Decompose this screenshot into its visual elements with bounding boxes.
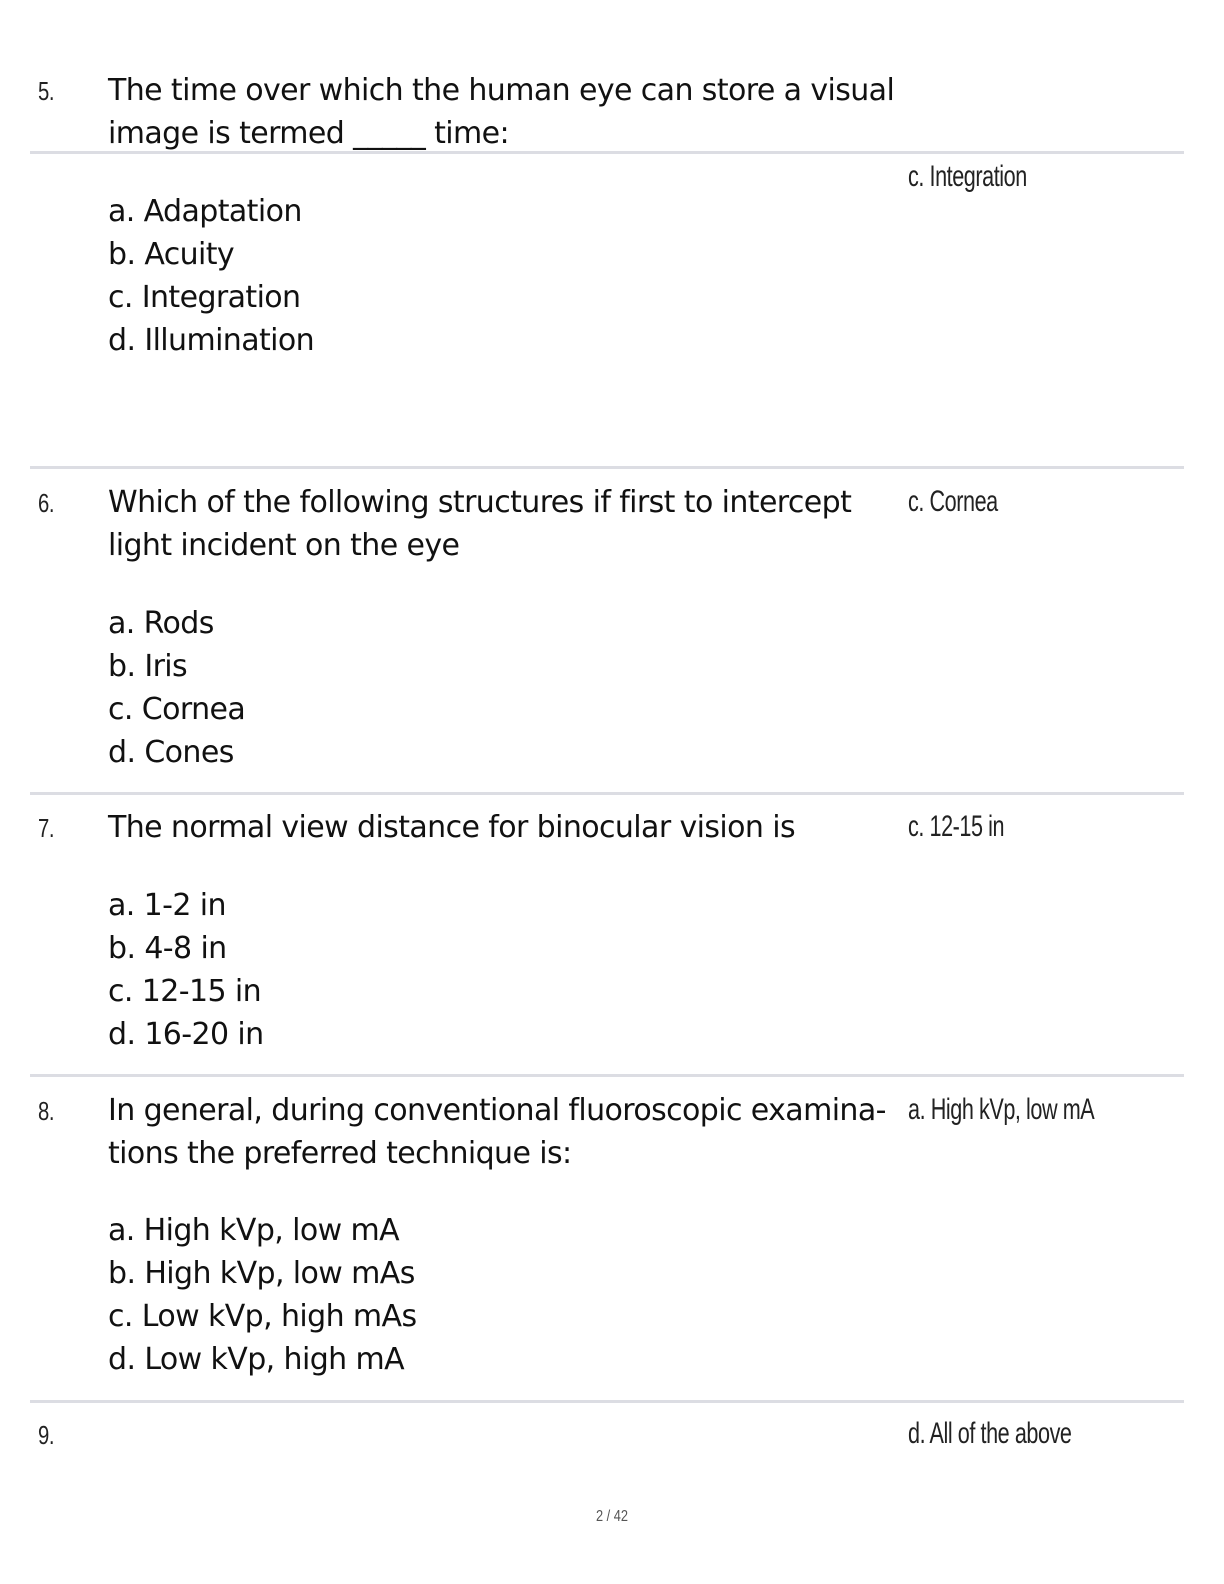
option-c: c. Integration (108, 280, 301, 315)
question-number: 9. (38, 1420, 55, 1450)
option-c: c. Low kVp, high mAs (108, 1299, 417, 1334)
option-a: a. Rods (108, 606, 214, 641)
option-c: c. 12-15 in (108, 974, 262, 1009)
answer-text: d. All of the above (908, 1417, 1072, 1450)
row-divider (30, 792, 1184, 795)
row-divider (30, 1400, 1184, 1403)
option-a: a. High kVp, low mA (108, 1213, 400, 1248)
question-text: The normal view distance for binocular vision is (108, 810, 796, 845)
options-list (108, 190, 314, 362)
option-d: d. Cones (108, 735, 234, 770)
answer-text: c. Integration (908, 160, 1027, 193)
option-b: b. 4-8 in (108, 931, 227, 966)
options-list (108, 884, 264, 1056)
option-b: b. Iris (108, 649, 188, 684)
question-text: Which of the following structures if first to intercept light incident on the eye (108, 485, 852, 563)
row-divider (30, 466, 1184, 469)
option-d: d. Illumination (108, 323, 315, 358)
option-b: b. Acuity (108, 237, 235, 272)
page-indicator: 2 / 42 (595, 1508, 629, 1525)
option-c: c. Cornea (108, 692, 246, 727)
answer-text: c. Cornea (908, 485, 998, 518)
option-d: d. 16-20 in (108, 1017, 264, 1052)
options-list (108, 602, 245, 774)
option-b: b. High kVp, low mAs (108, 1256, 415, 1291)
page-footer (0, 1508, 1224, 1526)
question-number: 5. (38, 76, 55, 106)
option-a: a. Adaptation (108, 194, 302, 229)
question-divider (30, 151, 1184, 154)
option-d: d. Low kVp, high mA (108, 1342, 405, 1377)
question-text: In general, during conventional fluoroscopic examina- tions the preferred technique is: (108, 1093, 886, 1171)
question-number: 7. (38, 813, 55, 843)
row-divider (30, 1074, 1184, 1077)
question-number: 6. (38, 488, 55, 518)
options-list (108, 1209, 417, 1381)
answer-text: c. 12-15 in (908, 810, 1005, 843)
option-a: a. 1-2 in (108, 888, 226, 923)
answer-text: a. High kVp, low mA (908, 1093, 1095, 1126)
question-text: The time over which the human eye can store a visual image is termed _____ time: (108, 73, 895, 151)
question-number: 8. (38, 1096, 55, 1126)
